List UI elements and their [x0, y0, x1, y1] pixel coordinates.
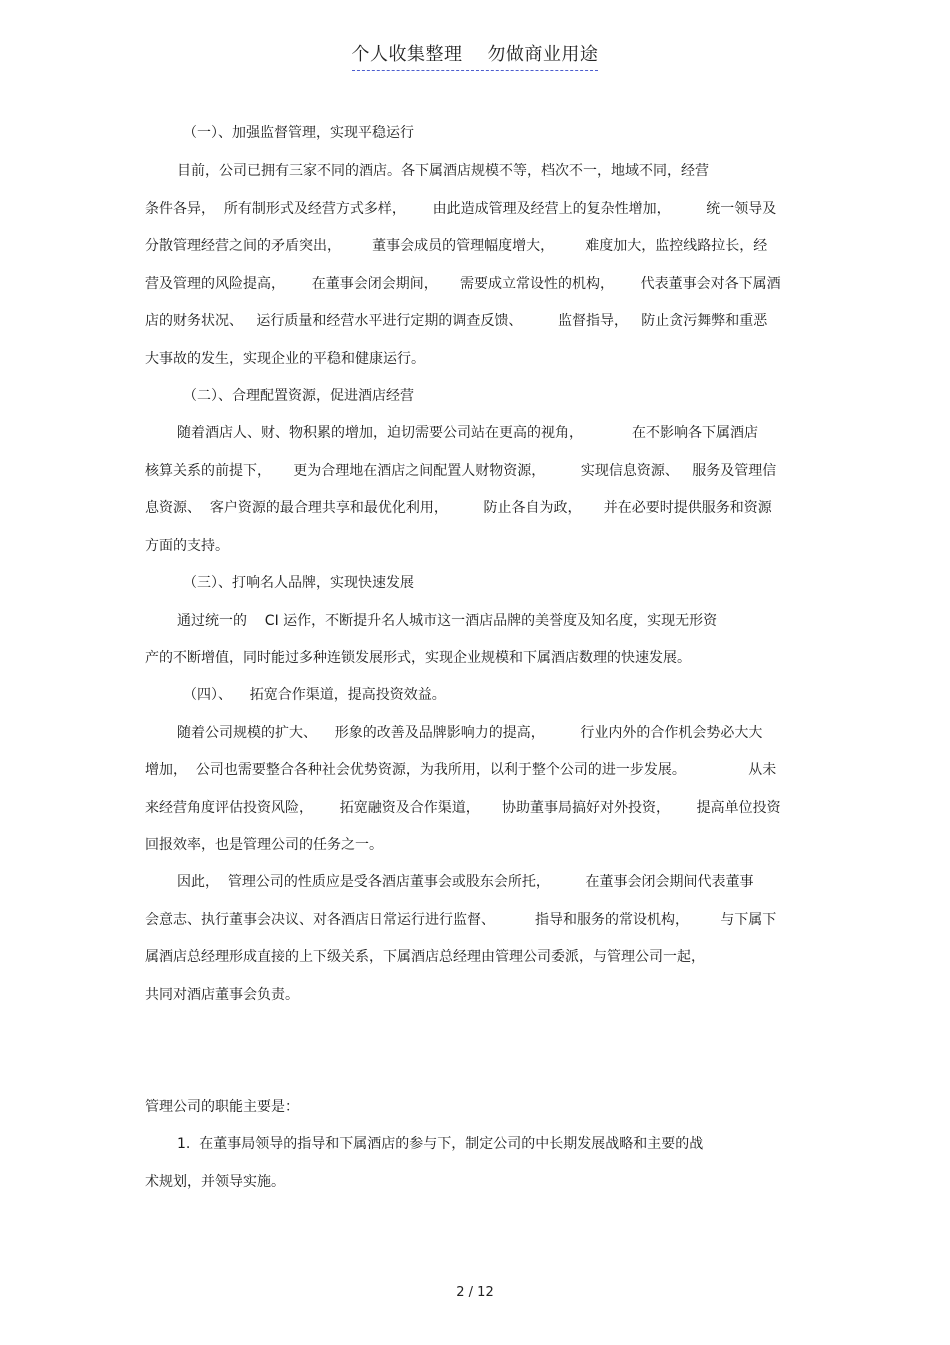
paragraph-line: 条件各异， 所有制形式及经营方式多样， 由此造成管理及经营上的复杂性增加， 统一领导及: [145, 201, 777, 217]
paragraph-line: 属酒店总经理形成直接的上下级关系，下属酒店总经理由管理公司委派，与管理公司一起，: [145, 949, 705, 965]
page-number: 2 / 12: [456, 1285, 494, 1300]
paragraph-line: 店的财务状况、 运行质量和经营水平进行定期的调查反馈、 监督指导， 防止贪污舞弊和重恶: [145, 313, 768, 329]
paragraph-line: 目前，公司已拥有三家不同的酒店。各下属酒店规模不等，档次不一，地域不同，经营: [177, 163, 709, 179]
page-header: [0, 40, 950, 71]
paragraph-line: 共同对酒店董事会负责。: [145, 987, 299, 1003]
paragraph-line: 回报效率，也是管理公司的任务之一。: [145, 837, 383, 853]
paragraph-line: 营及管理的风险提高， 在董事会闭会期间， 需要成立常设性的机构， 代表董事会对各下属酒: [145, 276, 781, 292]
paragraph-line: 随着公司规模的扩大、 形象的改善及品牌影响力的提高， 行业内外的合作机会势必大大: [177, 725, 763, 741]
section-heading-2: （二）、合理配置资源，促进酒店经营: [183, 388, 414, 404]
functions-heading: 管理公司的职能主要是：: [145, 1099, 299, 1115]
paragraph-line: 通过统一的 CI 运作，不断提升名人城市这一酒店品牌的美誉度及知名度，实现无形资: [177, 613, 718, 629]
paragraph-line: 息资源、 客户资源的最合理共享和最优化利用， 防止各自为政， 并在必要时提供服务和资源: [145, 500, 772, 516]
paragraph-line: 核算关系的前提下， 更为合理地在酒店之间配置人财物资源， 实现信息资源、 服务及管理信: [145, 463, 777, 479]
paragraph-line: 因此， 管理公司的性质应是受各酒店董事会或股东会所托， 在董事会闭会期间代表董事: [177, 874, 754, 890]
paragraph-line: 大事故的发生，实现企业的平稳和健康运行。: [145, 351, 425, 367]
paragraph-line: 方面的支持。: [145, 538, 229, 554]
list-item: 1. 在董事局领导的指导和下属酒店的参与下，制定公司的中长期发展战略和主要的战: [177, 1136, 704, 1152]
section-heading-1: （一）、加强监督管理，实现平稳运行: [183, 125, 414, 141]
paragraph-line: 随着酒店人、财、物积累的增加，迫切需要公司站在更高的视角， 在不影响各下属酒店: [177, 425, 758, 441]
header-title: 个人收集整理 勿做商业用途: [352, 40, 599, 71]
paragraph-line: 产的不断增值，同时能过多种连锁发展形式，实现企业规模和下属酒店数理的快速发展。: [145, 650, 691, 666]
paragraph-line: 增加， 公司也需要整合各种社会优势资源，为我所用，以利于整个公司的进一步发展。 从未: [145, 762, 777, 778]
section-heading-3: （三）、打响名人品牌，实现快速发展: [183, 575, 414, 591]
paragraph-line: 来经营角度评估投资风险， 拓宽融资及合作渠道， 协助董事局搞好对外投资， 提高单位投资: [145, 800, 781, 816]
paragraph-line: 分散管理经营之间的矛盾突出， 董事会成员的管理幅度增大， 难度加大，监控线路拉长，经: [145, 238, 768, 254]
list-item-continuation: 术规划，并领导实施。: [145, 1174, 285, 1190]
paragraph-line: 会意志、执行董事会决议、对各酒店日常运行进行监督、 指导和服务的常设机构， 与下属下: [145, 912, 777, 928]
section-heading-4: （四）、 拓宽合作渠道，提高投资效益。: [183, 687, 446, 703]
